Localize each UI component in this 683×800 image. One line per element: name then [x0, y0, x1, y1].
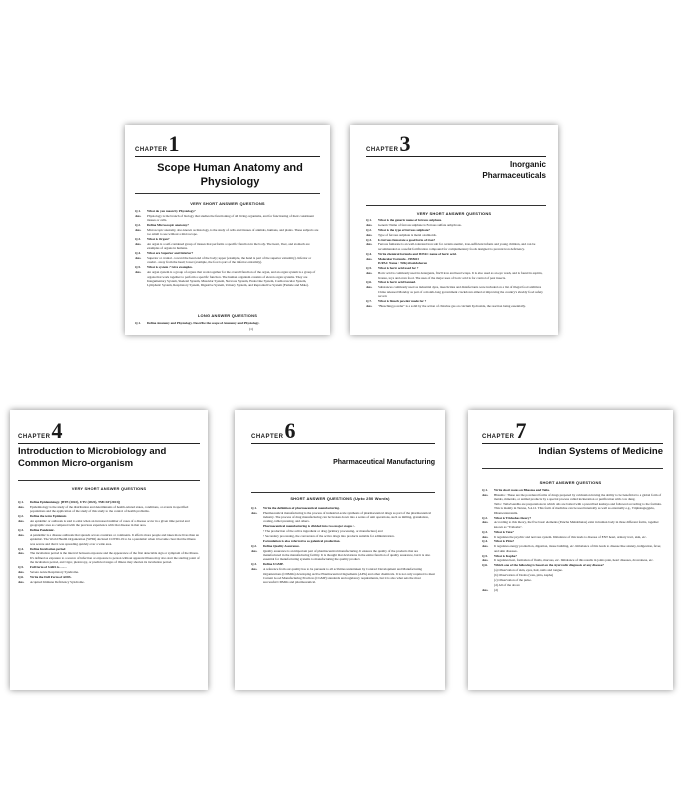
item-text: It regulates heat, formation of fluids, mucous, etc. Imbalance of this results in joints pain, heart diseases, drowsiness, etc. — [494, 558, 654, 563]
answer-row — [366, 285, 546, 298]
qa-block-long — [135, 321, 320, 325]
chapter-number: 7 — [515, 418, 527, 443]
chapter-title: Pharmaceutical Manufacturing — [333, 459, 435, 466]
answer-row — [482, 558, 663, 562]
item-text: Which one of the following is based on the Ayurvedic diagnosis of any disease? — [494, 563, 604, 568]
question-row — [366, 257, 546, 261]
answer-row — [482, 568, 663, 572]
section-divider — [18, 480, 200, 481]
question-row — [251, 544, 435, 548]
answer-row — [366, 223, 546, 227]
chapter-label — [366, 131, 411, 156]
answer-row — [135, 242, 320, 251]
answer-row — [251, 511, 435, 524]
chapter-rule — [18, 443, 200, 444]
question-row — [251, 524, 435, 528]
item-label: Ans. — [18, 533, 25, 538]
question-row — [366, 266, 546, 270]
answer-row — [366, 233, 546, 237]
item-text: IUPAC Name : Trihydroxidoboron — [378, 261, 428, 266]
item-label: Ans. — [366, 285, 373, 290]
item-label: Q.3. — [251, 562, 257, 567]
item-text: What is boric acid banned. — [378, 280, 416, 285]
question-row — [366, 218, 546, 222]
item-text: Type of ferrous sulphate is metal oxalinoids. — [378, 232, 437, 237]
item-label: Q.3. — [366, 237, 372, 242]
item-label: Ans. — [135, 256, 142, 261]
item-text: Define UGMP. — [263, 562, 284, 567]
item-label: Ans. — [18, 518, 25, 523]
question-row — [482, 554, 663, 558]
item-text: What is Organ? — [147, 237, 170, 242]
item-label: Q.4. — [18, 546, 24, 551]
book-page-chapter-4 — [10, 410, 208, 690]
item-text: Define Anatomy and Physiology. Describe the scope of Anatomy and Physiology. — [147, 321, 260, 325]
item-label: Q.3. — [18, 528, 24, 533]
item-text: Microscopic anatomy, also known as histology, is the study of cells and tissues of animals, humans, and plants. These subjects are too small to see without a microscope. — [147, 227, 319, 237]
item-label: Ans. — [251, 567, 258, 572]
answer-row — [482, 502, 663, 515]
item-text: (d) — [494, 587, 498, 592]
item-text: What is boric acid used for ? — [378, 266, 419, 271]
item-label: Ans. — [18, 504, 25, 509]
item-text: Define Epidemiology. [BTE (2022), UTU (2022), TMCSP (2023)] — [30, 500, 121, 504]
section-divider — [251, 492, 435, 493]
question-row — [366, 238, 546, 242]
item-text: Generic Name of ferrous sulphate is Ferrous sulfate anhydrous. — [378, 222, 462, 227]
item-text: Define Pandemic. — [30, 528, 55, 533]
question-row — [366, 261, 546, 265]
chapter-title: Introduction to Microbiology and Common Micro-organism — [18, 446, 167, 469]
question-row — [366, 252, 546, 256]
item-label: Q.7. — [366, 298, 372, 303]
item-text: Write the definition of pharmaceutical manufacturing. — [263, 506, 340, 510]
item-text: What is the generic name of ferrous sulphate. — [378, 218, 442, 222]
item-label: Ans. — [366, 242, 373, 247]
question-row — [135, 251, 320, 255]
item-label: Q.1. — [18, 500, 24, 504]
item-text: An organ is a self-contained group of tissues that performs a specific function in the body. The heart, liver, and stomach are examples of organs in humans. — [147, 242, 310, 251]
book-page-chapter-7 — [468, 410, 673, 690]
chapter-title: Indian Systems of Medicine — [538, 446, 663, 457]
answer-row — [18, 570, 200, 574]
item-text: Substances commonly used as industrial dyes, insecticides and disinfectants were included on a list of illegal food additives China released Monday as part of a month-long government crackdown aimed at improving the country's shoddy food safety record. — [378, 285, 543, 298]
item-text: What is Vata? — [494, 529, 514, 534]
item-text: Define Microscopic anatomy? — [147, 223, 189, 228]
item-text: What are Superior and Inferior? — [147, 251, 194, 256]
question-row — [135, 265, 320, 269]
answer-row — [251, 529, 435, 533]
chapter-label — [251, 418, 296, 443]
answer-row — [251, 534, 435, 538]
item-text: • The production of the active ingredient or drug (primary processing, or manufacture) and — [263, 529, 383, 534]
question-row — [482, 539, 663, 543]
question-row — [366, 280, 546, 284]
answer-row — [18, 533, 200, 546]
chapter-title: Inorganic Pharmaceuticals — [482, 160, 546, 180]
item-label — [366, 261, 378, 265]
answer-row — [18, 580, 200, 584]
item-text: What is the type of ferrous sulphate? — [378, 227, 430, 232]
item-text: Write short notes on Bhasma and Taila. — [494, 488, 550, 492]
item-label: Q.5. — [482, 553, 488, 558]
section-heading: SHORT ANSWER QUESTIONS — [539, 480, 602, 485]
item-text: Write the Full Form of AIDS. — [30, 574, 72, 579]
item-label: Ans. — [18, 551, 25, 556]
item-text: The incubation period is the interval between exposure and the appearance of the first detectable sign or symptom of the illness. It's defined as exposure to a source of infection or exposure to person without apparent illness may also start the starting point of the incubation period, and vigor, pleiotropy, or predicted stages of illness may shorten its incubation period. — [30, 551, 200, 565]
item-text: Acquired Immune Deficiency Syndrome. — [30, 579, 85, 584]
qa-block — [135, 209, 320, 287]
chapter-number: 3 — [399, 131, 411, 156]
chapter-rule — [482, 443, 663, 444]
item-label — [251, 534, 263, 538]
item-label — [251, 529, 263, 533]
item-label: Ans. — [366, 271, 373, 276]
chapter-rule — [135, 156, 320, 157]
item-text: "Bleaching powder" is a solid by the action of chlorine gas on calcium hydroxide, the reaction being essentially. — [378, 303, 526, 308]
item-text: (d) All of the above — [494, 582, 520, 587]
item-text: What is Tridoshas theory? — [494, 515, 532, 520]
item-label: Q.4. — [135, 251, 141, 256]
item-label — [482, 583, 494, 587]
item-text: It regulates the psychic and nervous system. Imbalance of this leads to disease of ENT heart, urinary tract, skin, etc. — [494, 534, 647, 539]
chapter-title: Scope Human Anatomy and Physiology — [157, 162, 303, 188]
item-label: Q.1. — [135, 321, 141, 325]
item-text: Full form of SARS is......... — [30, 564, 67, 569]
qa-block — [251, 506, 435, 584]
section-divider — [482, 468, 663, 469]
chapter-rule — [366, 156, 546, 157]
section-heading: VERY SHORT ANSWER QUESTIONS — [416, 211, 492, 216]
item-label: Ans. — [366, 256, 373, 261]
section-divider — [135, 193, 320, 194]
question-row — [18, 547, 200, 551]
chapter-number: 1 — [168, 131, 180, 156]
qa-block — [482, 488, 663, 592]
item-label: Q.6. — [18, 574, 24, 579]
item-label: Q.6. — [482, 563, 488, 568]
item-text: (a) Observation of skin, eyes, hair, nails and tongue. — [494, 568, 563, 573]
chapter-word: CHAPTER — [482, 434, 515, 440]
item-label: Ans. — [135, 213, 142, 218]
item-label: Ans. — [18, 569, 25, 574]
item-text: An organ system is a group of organs that work together for the overall function of the organ, and an organ system is a group of organs that work together to perform a specific function. The human organism consists of eleven organ systems. They are Integumentary System, Skeletal System, Muscular System, Nervous System, Endocrine System, Cardiovascular System, Lymphatic System, Respiratory System, Digestive System, Urinary System, and Reproductive System (Female and Male). — [147, 270, 316, 288]
item-label: Q.1. — [251, 506, 257, 510]
answer-row — [482, 520, 663, 529]
item-text: (c) Observation of the pulse. — [494, 577, 532, 582]
question-row — [18, 514, 200, 518]
item-label: Ans. — [482, 492, 489, 497]
question-row — [482, 563, 663, 567]
item-text: Is ferrous fumarate a good form of iron? — [378, 237, 436, 242]
answer-row — [135, 256, 320, 265]
question-row — [482, 488, 663, 492]
item-label — [482, 573, 494, 577]
item-label: Q.3. — [482, 529, 488, 534]
item-label: Ans. — [482, 558, 489, 563]
question-row — [18, 565, 200, 569]
question-row — [18, 575, 200, 579]
item-label: Ans. — [482, 534, 489, 539]
answer-row — [366, 304, 546, 308]
item-label: Ans. — [482, 544, 489, 549]
item-label: Ans. — [366, 303, 373, 308]
chapter-label — [18, 418, 63, 443]
answer-row — [482, 588, 663, 592]
question-row — [135, 209, 320, 213]
item-text: Pharmaceutical manufacturing is divided into two major stages :- — [263, 524, 356, 529]
item-text: What is Pitta? — [494, 539, 515, 544]
chapter-rule — [251, 443, 435, 444]
item-text: What do you mean by Physiology? — [147, 209, 196, 213]
item-label: Ans. — [18, 579, 25, 584]
answer-row — [482, 583, 663, 587]
section-heading: VERY SHORT ANSWER QUESTIONS — [190, 201, 265, 206]
chapter-word: CHAPTER — [366, 147, 399, 153]
item-label: Ans. — [251, 510, 258, 515]
item-label: Q.1. — [135, 209, 141, 213]
item-label — [482, 568, 494, 572]
item-label: Q.2. — [251, 543, 257, 548]
item-text: Taila : Taila/Gandha are preparations in which oils are boiled with a prescribed kashaya and followed according to the formula. This is mainly in Taruna, S.4.12. This form of medicine can be used internally as well as externally e.g., Triphalaguggulu, Dhanwantarataila. — [494, 502, 662, 515]
chapter-label — [482, 418, 527, 443]
item-text: According to this theory, the five basic elements (Pancha Mahabhutas) exist in human body in three different forms, together known as "Tridosha". — [494, 520, 659, 529]
item-label — [482, 502, 494, 515]
item-text: What is system ? Give examples. — [147, 265, 193, 270]
answer-row — [251, 567, 435, 584]
section-heading-long: LONG ANSWER QUESTIONS — [197, 313, 258, 318]
item-text: Define Quality Assurance. — [263, 543, 300, 548]
item-text: An epidemic or outbreak is said to exist when an increased number of cases of a disease occur in a given time period and geographic area as compared with the previous experience with that disease in that area. — [30, 518, 190, 528]
answer-row — [482, 544, 663, 553]
answer-row — [18, 505, 200, 514]
question-row — [251, 506, 435, 510]
question-row — [135, 321, 320, 325]
chapter-word: CHAPTER — [251, 434, 284, 440]
answer-row — [135, 214, 320, 223]
question-row — [482, 530, 663, 534]
item-label: Q.6. — [366, 280, 372, 285]
item-text: It regulates energy production, digestion, tissue building, etc. Imbalance of this leads to disease like anxiety, indigestion, fever, and skin diseases. — [494, 544, 662, 553]
item-label: Ans. — [135, 242, 142, 247]
item-text: A pandemic is a disease outbreak that spreads across countries or continents. It affects more people and takes more lives than an epidemic. The World Health Organization (WHO) declared COVID-19 to be a pandemic when it became clear that the illness was severe and that it was spreading quickly over a wide area. — [30, 533, 199, 546]
item-text: Quality assurance is an important part of pharmaceutical manufacturing. It ensures the quality of the products that are manufactured in the manufacturing facility. It is thought that deviations in the entire function of quality assurance, but it is also essential for manufacturing systems to manufacturing the quality product. — [263, 548, 431, 562]
question-row — [366, 228, 546, 232]
item-label: Q.5. — [18, 564, 24, 569]
item-text: Define the term Epidemic. — [30, 514, 67, 519]
answer-row — [482, 573, 663, 577]
book-page-chapter-3 — [350, 125, 558, 335]
item-label: Q.5. — [135, 265, 141, 270]
section-heading: VERY SHORT ANSWER QUESTIONS — [71, 486, 147, 491]
item-label: Q.1. — [366, 218, 372, 222]
item-text: Molecular Formula - H3BO3 — [378, 256, 419, 261]
question-row — [135, 237, 320, 241]
item-text: Boric acid is commonly used in detergents, fire'll iron and head wraps. It is also used as an eye wash, and is found in aspirin, bronze, toys and even food. The uses of the major uses of boric acid is for control of pest insects. — [378, 271, 543, 280]
question-row — [366, 299, 546, 303]
item-text: (b) Observation of Dosha (vata, pitta, kapha) — [494, 573, 554, 578]
answer-row — [135, 270, 320, 287]
item-label: Ans. — [135, 270, 142, 275]
item-label: Ans. — [366, 232, 373, 237]
item-label: Ans. — [482, 587, 489, 592]
chapter-word: CHAPTER — [135, 147, 168, 153]
chapter-word: CHAPTER — [18, 434, 51, 440]
question-row — [251, 539, 435, 543]
answer-row — [135, 228, 320, 237]
item-text: Superior or cranial - toward the head end of the body; upper (example, the hand is part of the superior extremity). Inferior or caudal - away from the head; lower (example, the foot is part of the inferior extremity). — [147, 256, 312, 265]
item-label — [482, 578, 494, 582]
item-label: Q.3. — [135, 237, 141, 242]
question-row — [135, 223, 320, 227]
question-row — [18, 528, 200, 532]
item-label: Q.2. — [18, 514, 24, 519]
book-page-chapter-6 — [235, 410, 445, 690]
item-label: Ans. — [482, 520, 489, 525]
item-text: Severe Acute Respiratory Syndrome. — [30, 569, 79, 574]
item-text: Bhasma : These are the powdered forms of drugs prepared by calcination having the ability to be beneficial to a global form of metals, minerals, or animal products by a special process called incineration or purification with cow dung. — [494, 492, 662, 502]
item-label: Q.2. — [135, 223, 141, 228]
question-row — [251, 562, 435, 566]
item-text: What is bleach powder made for ? — [378, 298, 427, 303]
item-label: Q.5. — [366, 266, 372, 271]
chapter-label — [135, 131, 180, 156]
item-text: A reference from our quality has to be pursuant to all activities undertaken by Contract Development and Manufacturing Organizations (CDMOs) developing Active Pharmaceutical Ingredients (APIs) and other chemicals. It is not only required to meet Current Good Manufacturing Practices (CGMP) standards and regulatory requirements, but it is also what sets the most successful CDMOs and pharmaceutical. — [263, 567, 435, 585]
item-label: Ans. — [135, 227, 142, 232]
item-label: Ans. — [366, 222, 373, 227]
item-label: Q.2. — [366, 227, 372, 232]
item-label: Q.4. — [482, 539, 488, 544]
item-text: Pharmaceutical manufacturing is the process of industrial-scale synthesis of pharmaceutical drugs as part of the pharmaceutical industry. The process of drug manufacturing can be broken down into a series of unit operations, such as milling, granulation, coating, tablet pressing, and others. — [263, 510, 431, 524]
answer-row — [366, 271, 546, 280]
item-text: Formulation is also referred to as galenical production. — [263, 539, 341, 544]
answer-row — [366, 242, 546, 251]
answer-row — [18, 551, 200, 564]
item-label: Q.1. — [482, 488, 488, 492]
item-text: • Secondary processing, the conversion of the active drugs into products suitable for administration. — [263, 534, 395, 539]
item-label: Q.2. — [482, 515, 488, 520]
qa-block — [18, 500, 200, 584]
item-text: Ferrous fumarate is an well-tolerated iron salt for certain anemic, iron-sufficient infants and young children, and can be recommended as a useful fortification compound for complementary foods designed to prevent iron deficiency. — [378, 242, 536, 251]
chapter-number: 4 — [51, 418, 63, 443]
item-label — [251, 524, 263, 528]
section-heading: SHORT ANSWER QUESTIONS (Upto 250 Words) — [290, 496, 390, 501]
answer-row — [18, 519, 200, 528]
item-text: Physiology is the branch of biology that studies the functioning of all living organisms, and for functioning of their constituent tissues or cells. — [147, 213, 314, 223]
item-label: Q.4. — [366, 251, 372, 256]
item-text: Define Incubation period — [30, 546, 66, 551]
section-divider — [366, 205, 546, 206]
answer-row — [482, 578, 663, 582]
answer-row — [251, 549, 435, 562]
book-page-chapter-1 — [125, 125, 330, 335]
item-text: What is Kapha? — [494, 553, 517, 558]
qa-block — [366, 218, 546, 308]
item-text: Write chemical formula and IUPAC name of boric acid. — [378, 251, 457, 256]
answer-row — [482, 535, 663, 539]
answer-row — [482, 493, 663, 502]
item-label: Ans. — [251, 548, 258, 553]
item-text: Epidemiology is the study of the distribution and determinants of health-related states, conditions, or events in specified populations and the application of the study of this study to the control of health problems. — [30, 504, 189, 514]
item-label — [251, 539, 263, 543]
page-number: (1) — [249, 327, 254, 331]
question-row — [18, 500, 200, 504]
question-row — [482, 516, 663, 520]
chapter-number: 6 — [284, 418, 296, 443]
